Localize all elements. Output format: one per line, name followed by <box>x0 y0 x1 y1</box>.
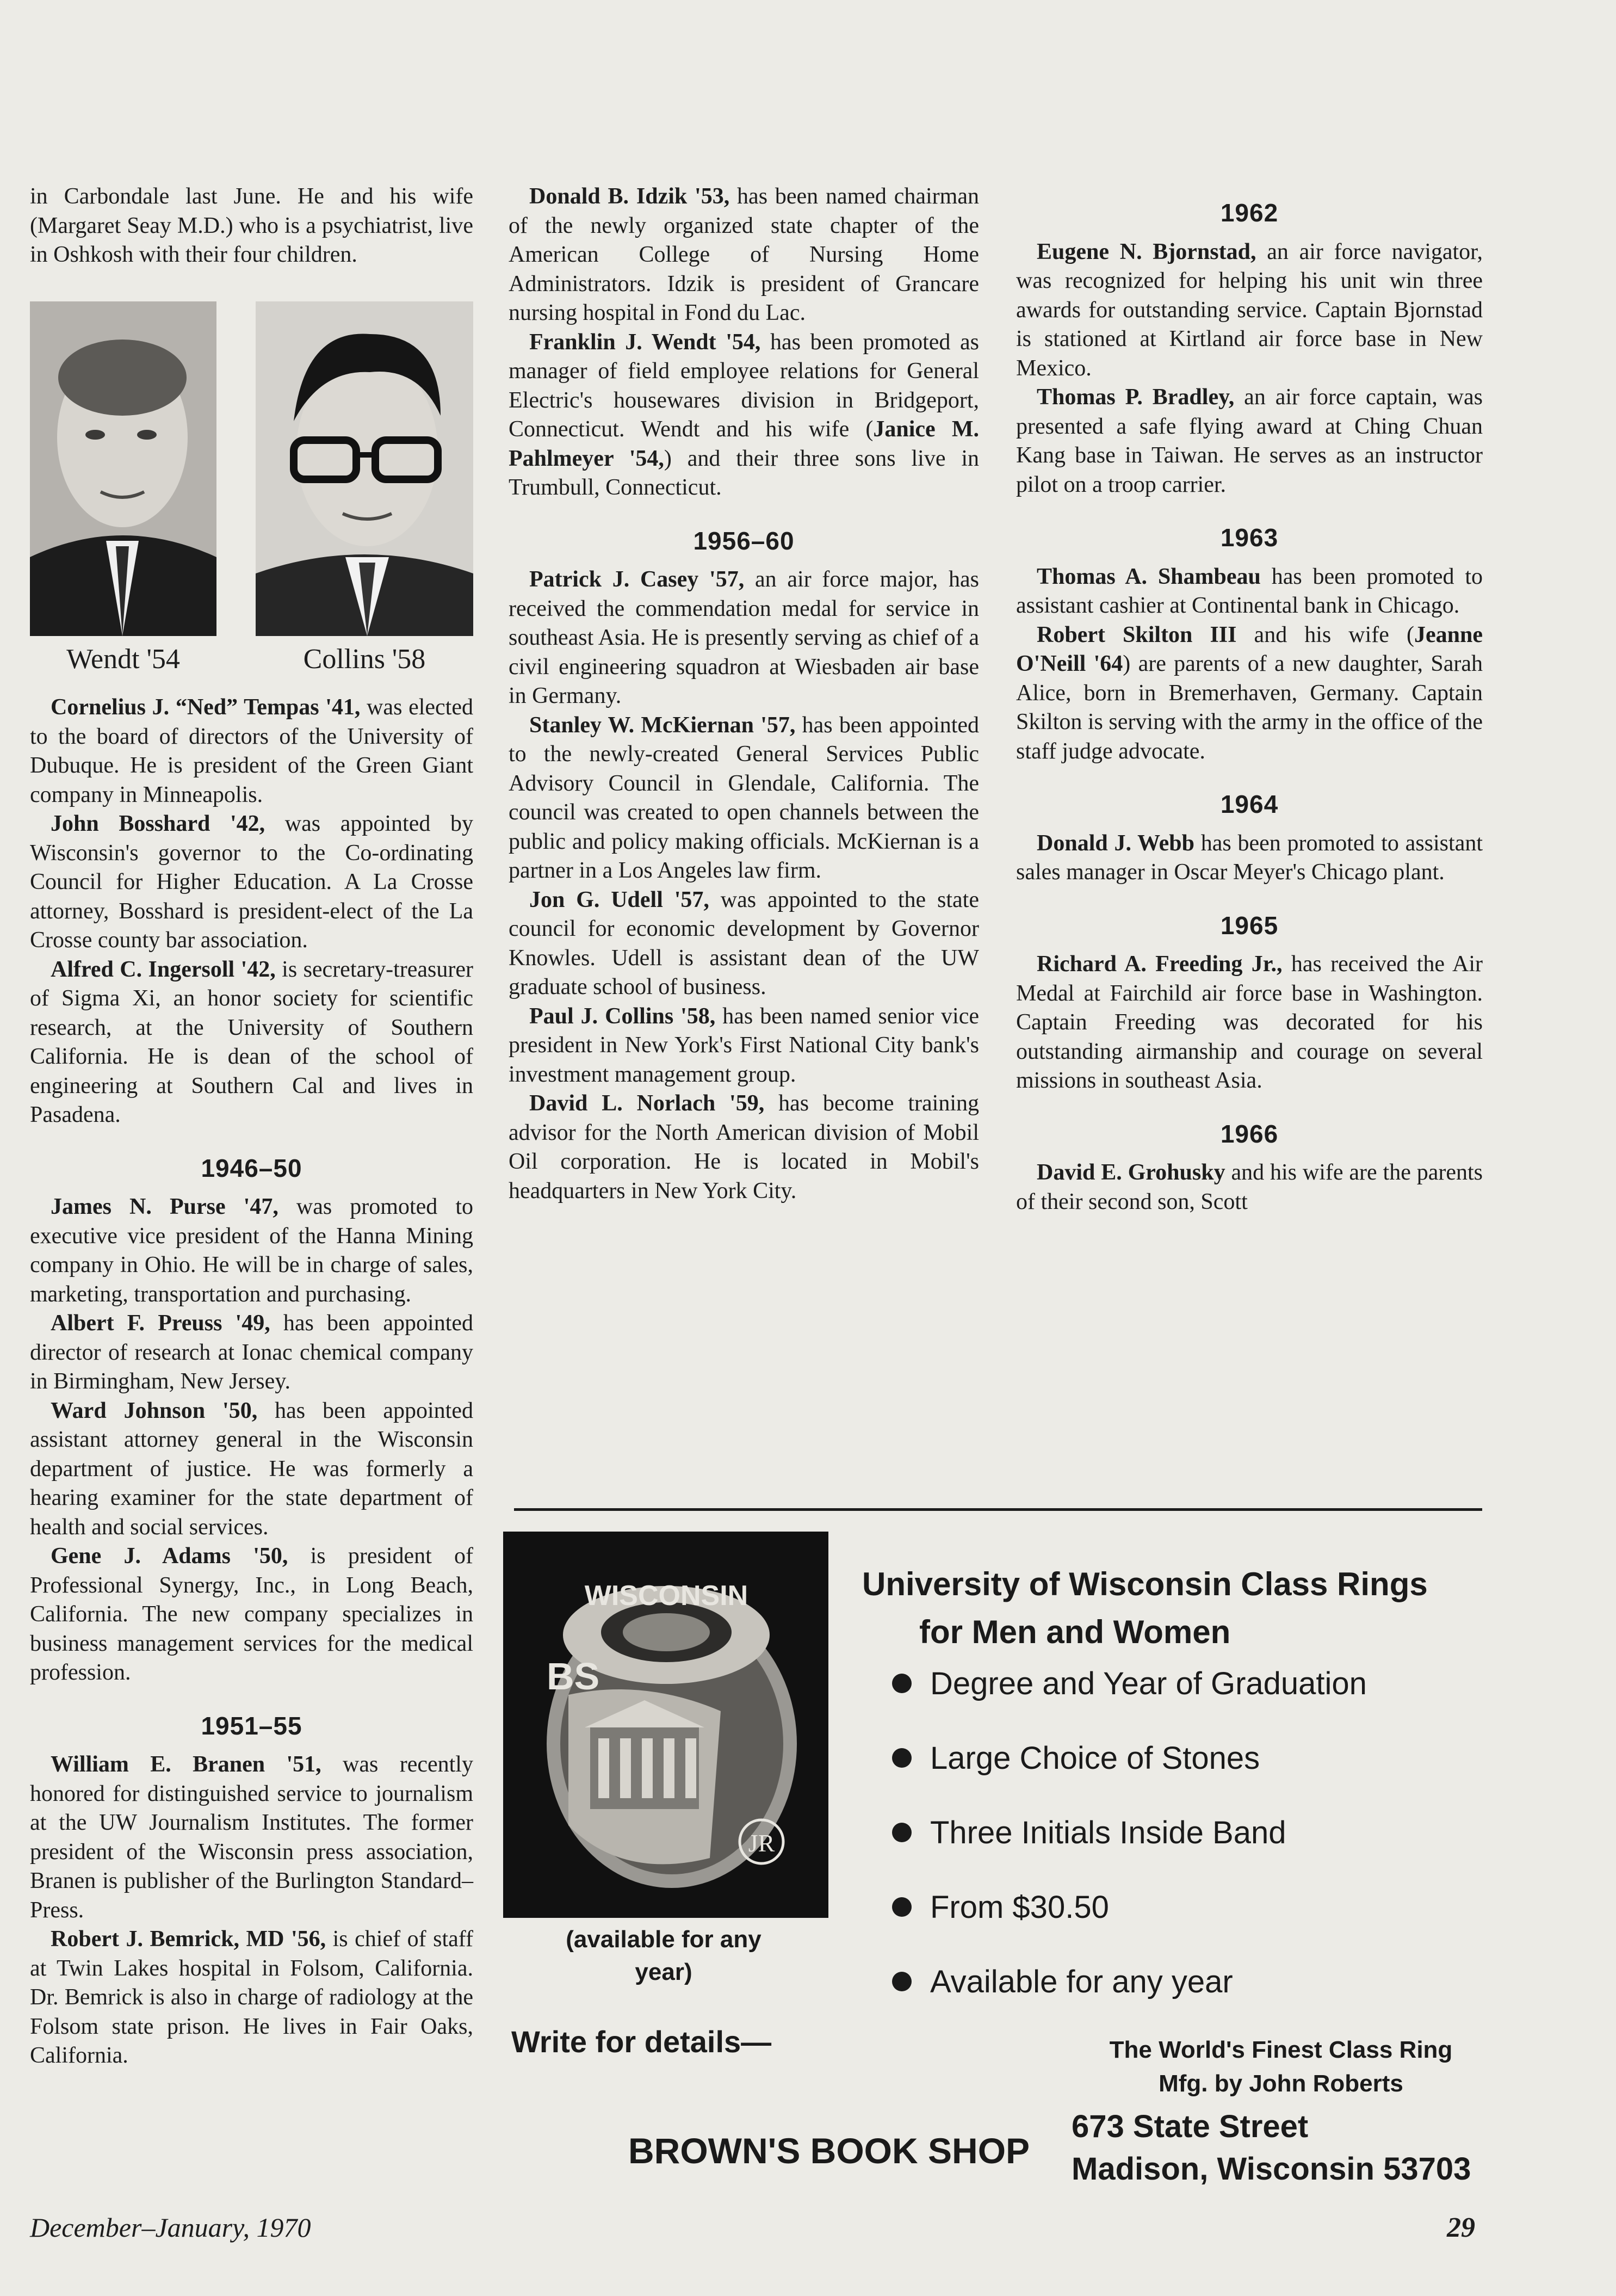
ad-tagline-1: The World's Finest Class Ring <box>1109 2036 1453 2063</box>
entry: Thomas A. Shambeau has been promoted to assistant cashier at Continental bank in Chicago. <box>1016 564 1483 618</box>
ad-address-line-2: Madison, Wisconsin 53703 <box>1072 2151 1471 2187</box>
entry: Alfred C. Ingersoll '42, is secretary-treasurer of Sigma Xi, an honor society for scientific research, at the University of Southern California. He is dean of the school of engineering at Southern Cal and lives in Pasadena. <box>30 956 474 1127</box>
section-heading: 1951–55 <box>201 1711 302 1740</box>
column-2 <box>509 182 979 1206</box>
intro-paragraph: in Carbondale last June. He and his wife (Margaret Seay M.D.) who is a psychiatrist, live in Oshkosh with their four children. <box>30 184 473 267</box>
portrait-collins-image <box>256 301 473 636</box>
ad-shop-name: BROWN'S BOOK SHOP <box>628 2131 1030 2171</box>
ad-feature-list <box>892 1665 1367 2038</box>
ad-availability-note: (available for any year) <box>566 1926 761 1985</box>
entry: Robert Skilton III and his wife (Jeanne O'Neill '64) are parents of a new daughter, Sarah Alice, born in Bremerhaven, Germany. Captain Skilton is serving with the army in the office of the staff judge advocate. <box>1016 622 1483 764</box>
entry: Stanley W. McKiernan '57, has been appointed to the newly-created General Services Public Advisory Council in Glendale, California. The council was created to open channels between the public and policy making officials. McKiernan is a partner in a Los Angeles law firm. <box>509 712 979 883</box>
entry: Franklin J. Wendt '54, has been promoted as manager of field employee relations for General Electric's housewares division in Bridgeport, Connecticut. Wendt and his wife (Janice M. Pahlmeyer '54,) and their three sons live in Trumbull, Connecticut. <box>509 329 980 500</box>
column-3 <box>1016 182 1483 1217</box>
bullet-icon <box>892 1972 912 1991</box>
page-number: 29 <box>1447 2212 1475 2243</box>
section-heading: 1962 <box>1220 199 1279 227</box>
ad-feature-item: From $30.50 <box>892 1888 1367 1963</box>
entry: David L. Norlach '59, has become training advisor for the North American division of Mobil Oil corporation. He is located in Mobil's headquarters in New York City. <box>509 1091 979 1203</box>
ad-title-line-1: University of Wisconsin Class Rings <box>862 1566 1428 1602</box>
ad-title <box>862 1560 1428 1656</box>
entry: John Bosshard '42, was appointed by Wisconsin's governor to the Co-ordinating Council for Higher Education. A La Crosse attorney, Bosshard is president-elect of the La Crosse county bar association. <box>30 811 473 953</box>
section-heading: 1956–60 <box>693 526 795 555</box>
section-heading: 1965 <box>1220 911 1279 940</box>
section-heading: 1963 <box>1220 523 1279 552</box>
entry: Ward Johnson '50, has been appointed assistant attorney general in the Wisconsin department of justice. He was formerly a hearing examiner for the state department of health and social services. <box>30 1398 473 1540</box>
issue-date: December–January, 1970 <box>30 2212 311 2243</box>
column-1 <box>30 182 473 2071</box>
ad-feature-item: Large Choice of Stones <box>892 1739 1367 1814</box>
entry: Donald J. Webb has been promoted to assistant sales manager in Oscar Meyer's Chicago plant. <box>1016 830 1483 885</box>
ring-illustration <box>503 1532 828 1918</box>
entry: Gene J. Adams '50, is president of Professional Synergy, Inc., in Long Beach, California. The new company specializes in business management services for the medical profession. <box>30 1544 474 1685</box>
entry: Jon G. Udell '57, was appointed to the state council for economic development by Governor Knowles. Udell is assistant dean of the UW graduate school of business. <box>509 887 979 999</box>
ad-feature-item: Available for any year <box>892 1963 1367 2038</box>
photo-caption-wendt: Wendt '54 <box>66 643 180 675</box>
entry: Robert J. Bemrick, MD '56, is chief of staff at Twin Lakes hospital in Folsom, California. Dr. Bemrick is also in charge of radiology at the Folsom state prison. He lives in Fair Oaks, California. <box>30 1927 473 2068</box>
photo-row <box>30 301 473 694</box>
portrait-wendt-image <box>30 301 216 636</box>
ad-address <box>1072 2106 1471 2190</box>
entry: Richard A. Freeding Jr., has received the Air Medal at Fairchild air force base in Washington. Captain Freeding was decorated for his outstanding airmanship and courage on several missions in southeast Asia. <box>1016 952 1483 1093</box>
entry: James N. Purse '47, was promoted to executive vice president of the Hanna Mining company in Ohio. He will be in charge of sales, marketing, transportation and purchasing. <box>30 1194 473 1307</box>
section-heading: 1946–50 <box>201 1153 302 1182</box>
ad-tagline-2: Mfg. by John Roberts <box>1159 2070 1403 2097</box>
ring-engraving-text: WISCONSIN <box>584 1580 748 1612</box>
ad-feature-item: Three Initials Inside Band <box>892 1814 1367 1888</box>
section-heading: 1966 <box>1220 1119 1279 1148</box>
entry: David E. Grohusky and his wife are the parents of their second son, Scott <box>1016 1160 1483 1214</box>
maker-mark-text: JR <box>748 1829 775 1857</box>
bullet-icon <box>892 1748 912 1768</box>
photo-caption-collins: Collins '58 <box>303 643 426 675</box>
entry: Paul J. Collins '58, has been named senior vice president in New York's First National City bank's investment management group. <box>509 1003 979 1087</box>
photo-wendt <box>30 301 216 694</box>
ad-feature-item: Degree and Year of Graduation <box>892 1665 1367 1739</box>
photo-collins <box>256 301 473 694</box>
ring-degree-text: BS <box>547 1655 600 1698</box>
entry: Donald B. Idzik '53, has been named chairman of the newly organized state chapter of the American College of Nursing Home Administrators. Idzik is president of Grancare nursing hospital in Fond du Lac. <box>509 184 979 325</box>
section-heading: 1964 <box>1220 790 1279 818</box>
bullet-icon <box>892 1823 912 1842</box>
entry: William E. Branen '51, was recently honored for distinguished service to journalism at the UW Journalism Institutes. The former president of the Wisconsin press association, Branen is publisher of the Burlington Standard–Press. <box>30 1752 473 1923</box>
entry: Eugene N. Bjornstad, an air force navigator, was recognized for helping his unit win three awards for outstanding service. Captain Bjornstad is stationed at Kirtland air force base in New Mexico. <box>1016 239 1483 381</box>
bullet-icon <box>892 1674 912 1693</box>
ad-divider-rule <box>514 1508 1482 1511</box>
ad-tagline <box>1047 2033 1515 2101</box>
entry: Thomas P. Bradley, an air force captain, was presented a safe flying award at Ching Chuan Kang base in Taiwan. He serves as an instructor pilot on a troop carrier. <box>1016 385 1483 497</box>
entry: Cornelius J. “Ned” Tempas '41, was elected to the board of directors of the University of Dubuque. He is president of the Green Giant company in Minneapolis. <box>30 695 473 807</box>
ad-title-line-2: for Men and Women <box>919 1614 1231 1650</box>
class-ring-image <box>503 1532 828 1918</box>
ad-write-for-details: Write for details— <box>511 2025 772 2059</box>
entry: Patrick J. Casey '57, an air force major, has received the commendation medal for service in southeast Asia. He is presently serving as chief of a civil engineering squadron at Wiesbaden air base in Germany. <box>509 567 979 708</box>
bullet-icon <box>892 1897 912 1917</box>
entry: Albert F. Preuss '49, has been appointed director of research at Ionac chemical company in Birmingham, New Jersey. <box>30 1311 473 1394</box>
ad-address-line-1: 673 State Street <box>1072 2109 1309 2144</box>
